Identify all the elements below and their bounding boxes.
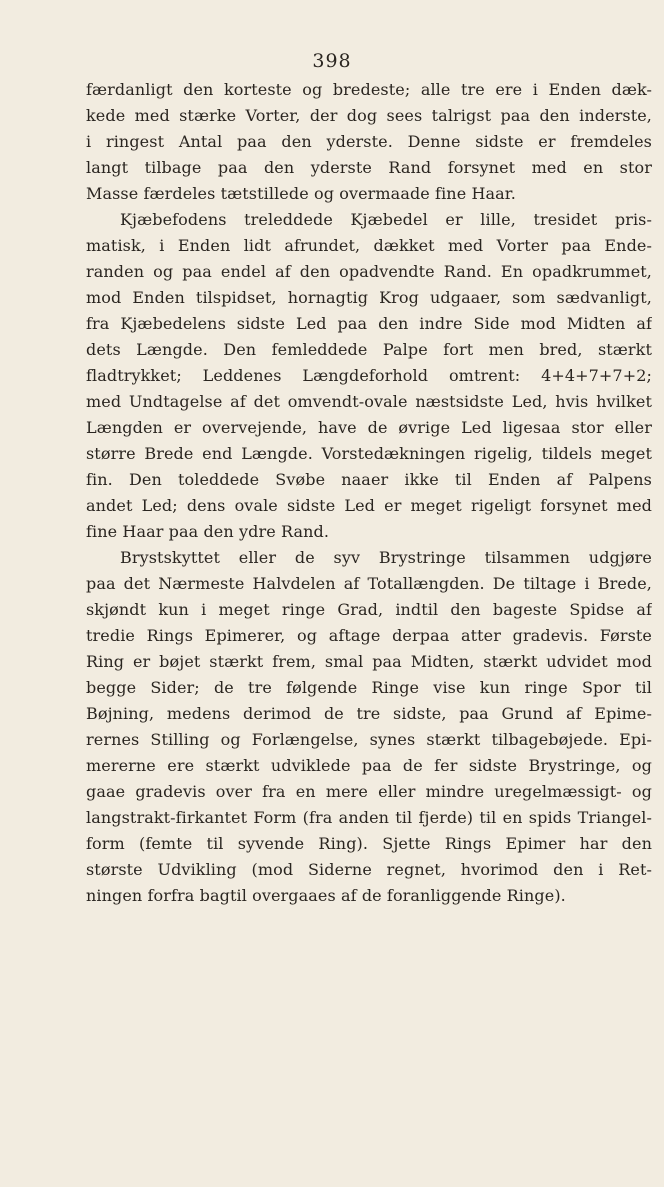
body-text (86, 77, 652, 909)
text-line: Bøjning, medens derimod de tre sidste, paa Grund af Epime- (86, 704, 652, 723)
text-line: i ringest Antal paa den yderste. Denne sidste er fremdeles (86, 132, 652, 151)
text-line: Masse færdeles tætstillede og overmaade fine Haar. (86, 184, 516, 203)
page-number: 398 (312, 50, 352, 72)
text-line: Ring er bøjet stærkt frem, smal paa Midten, stærkt udvidet mod (86, 652, 652, 671)
text-line: mod Enden tilspidset, hornagtig Krog udgaaer, som sædvanligt, (86, 288, 652, 307)
text-line: dets Længde. Den femleddede Palpe fort men bred, stærkt (86, 340, 652, 359)
text-line: større Brede end Længde. Vorstedækningen rigelig, tildels meget (86, 444, 652, 463)
text-line: med Undtagelse af det omvendt-ovale næstsidste Led, hvis hvilket (86, 392, 652, 411)
text-line: paa det Nærmeste Halvdelen af Totallængden. De tiltage i Brede, (86, 574, 652, 593)
text-line: form (femte til syvende Ring). Sjette Rings Epimer har den (86, 834, 652, 853)
text-line: matisk, i Enden lidt afrundet, dækket med Vorter paa Ende- (86, 236, 652, 255)
text-line: færdanligt den korteste og bredeste; alle tre ere i Enden dæk- (86, 80, 652, 99)
text-line: Brystskyttet eller de syv Brystringe tilsammen udgjøre (120, 548, 652, 567)
text-line: gaae gradevis over fra en mere eller mindre uregelmæssigt- og (86, 782, 652, 801)
text-line: langstrakt-firkantet Form (fra anden til fjerde) til en spids Triangel- (86, 808, 652, 827)
text-line: mererne ere stærkt udviklede paa de fer sidste Brystringe, og (86, 756, 652, 775)
text-line: skjøndt kun i meget ringe Grad, indtil den bageste Spidse af (86, 600, 652, 619)
text-line: andet Led; dens ovale sidste Led er meget rigeligt forsynet med (86, 496, 652, 515)
text-line: fra Kjæbedelens sidste Led paa den indre Side mod Midten af (86, 314, 652, 333)
text-line: største Udvikling (mod Siderne regnet, hvorimod den i Ret- (86, 860, 652, 879)
text-line: Kjæbefodens treleddede Kjæbedel er lille, tresidet pris- (120, 210, 652, 229)
text-line: fladtrykket; Leddenes Længdeforhold omtrent: 4+4+7+7+2; (86, 366, 652, 385)
text-line: fin. Den toleddede Svøbe naaer ikke til Enden af Palpens (86, 470, 652, 489)
text-line: kede med stærke Vorter, der dog sees talrigst paa den inderste, (86, 106, 652, 125)
text-line: langt tilbage paa den yderste Rand forsynet med en stor (86, 158, 652, 177)
text-line: rernes Stilling og Forlængelse, synes stærkt tilbagebøjede. Epi- (86, 730, 652, 749)
text-line: randen og paa endel af den opadvendte Rand. En opadkrummet, (86, 262, 652, 281)
text-line: ningen forfra bagtil overgaaes af de foranliggende Ringe). (86, 886, 566, 905)
text-line: Længden er overvejende, have de øvrige Led ligesaa stor eller (86, 418, 652, 437)
text-line: tredie Rings Epimerer, og aftage derpaa atter gradevis. Første (86, 626, 652, 645)
text-line: begge Sider; de tre følgende Ringe vise kun ringe Spor til (86, 678, 652, 697)
text-line: fine Haar paa den ydre Rand. (86, 522, 330, 541)
